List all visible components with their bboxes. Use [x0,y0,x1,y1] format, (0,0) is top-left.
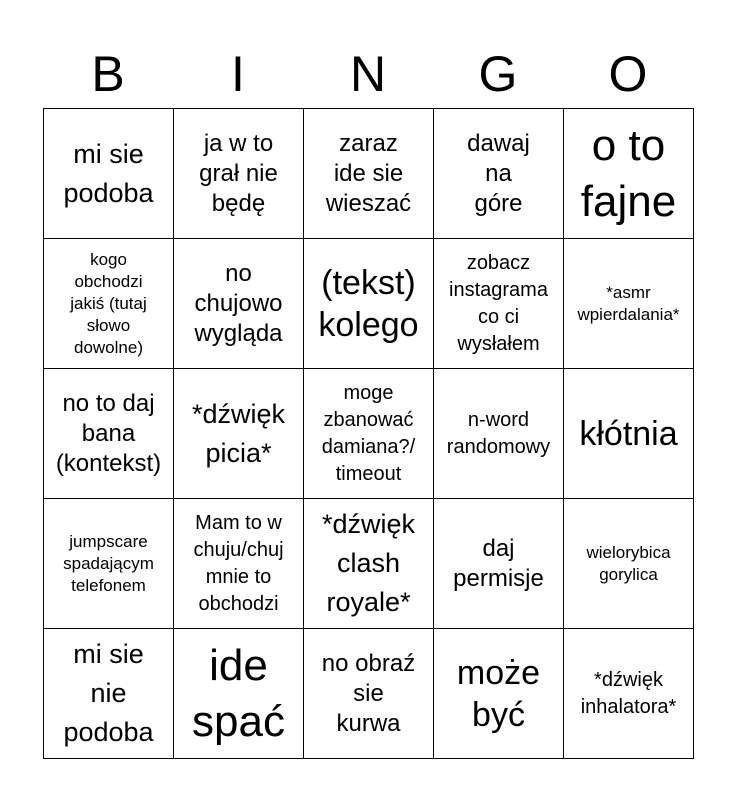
bingo-board [43,108,694,759]
cell-text: *dźwięk picia* [191,398,286,468]
cell-text: no to daj bana (kontekst) [55,389,162,477]
cell-text: zobacz instagrama co ci wysłałem [449,251,548,355]
header-letter-b: B [91,46,125,102]
cell-text: o to fajne [580,120,677,226]
cell-text: mi sie nie podoba [63,639,154,747]
cell-text: kłótnia [579,414,678,453]
bingo-cell[interactable] [174,239,304,369]
bingo-cell[interactable] [564,629,694,759]
cell-text: zaraz ide sie wieszać [325,129,412,217]
bingo-cell[interactable] [564,239,694,369]
header-letter-g: G [478,46,518,102]
board-row [44,109,694,239]
cell-text: mi sie podoba [63,138,154,208]
bingo-cell[interactable] [44,239,174,369]
bingo-cell[interactable] [44,629,174,759]
cell-text: *dźwięk inhalatora* [580,668,677,718]
bingo-cell[interactable] [44,369,174,499]
cell-text: *asmr wpierdalania* [577,282,680,324]
bingo-cell[interactable] [434,499,564,629]
cell-text: może być [456,653,541,734]
bingo-cell[interactable] [434,629,564,759]
bingo-cell[interactable] [304,239,434,369]
board-row [44,499,694,629]
cell-text: *dźwięk clash royale* [321,509,416,617]
cell-text: daj permisje [453,534,544,592]
board-row [44,369,694,499]
cell-text: dawaj na góre [467,129,530,217]
cell-text: moge zbanować damiana?/ timeout [321,381,416,485]
bingo-cell[interactable] [434,369,564,499]
header-letter-n: N [349,46,387,102]
bingo-cell[interactable] [304,499,434,629]
board-row [44,239,694,369]
header-letter-o: O [608,46,648,102]
bingo-cell[interactable] [174,369,304,499]
bingo-header [43,40,693,108]
bingo-cell[interactable] [564,499,694,629]
cell-text: no obraź sie kurwa [321,649,416,737]
board-row [44,629,694,759]
bingo-cell[interactable] [174,499,304,629]
bingo-cell[interactable] [44,499,174,629]
bingo-cell[interactable] [564,109,694,239]
cell-text: (tekst) kolego [318,263,419,344]
bingo-cell[interactable] [434,239,564,369]
cell-text: n-word randomowy [446,408,551,458]
cell-text: ja w to grał nie będę [199,129,278,217]
bingo-cell[interactable] [304,369,434,499]
cell-text: wielorybica gorylica [586,542,671,584]
bingo-cell[interactable] [564,369,694,499]
bingo-cell[interactable] [174,109,304,239]
bingo-cell[interactable] [434,109,564,239]
bingo-cell[interactable] [44,109,174,239]
cell-text: jumpscare spadającym telefonem [63,531,154,595]
bingo-cell[interactable] [174,629,304,759]
header-letter-i: I [231,46,245,102]
cell-text: no chujowo wygląda [194,259,283,347]
bingo-cell[interactable] [304,629,434,759]
cell-text: ide spać [192,640,285,746]
cell-text: kogo obchodzi jakiś (tutaj słowo dowolne) [70,249,147,357]
bingo-cell[interactable] [304,109,434,239]
cell-text: Mam to w chuju/chuj mnie to obchodzi [193,511,284,615]
